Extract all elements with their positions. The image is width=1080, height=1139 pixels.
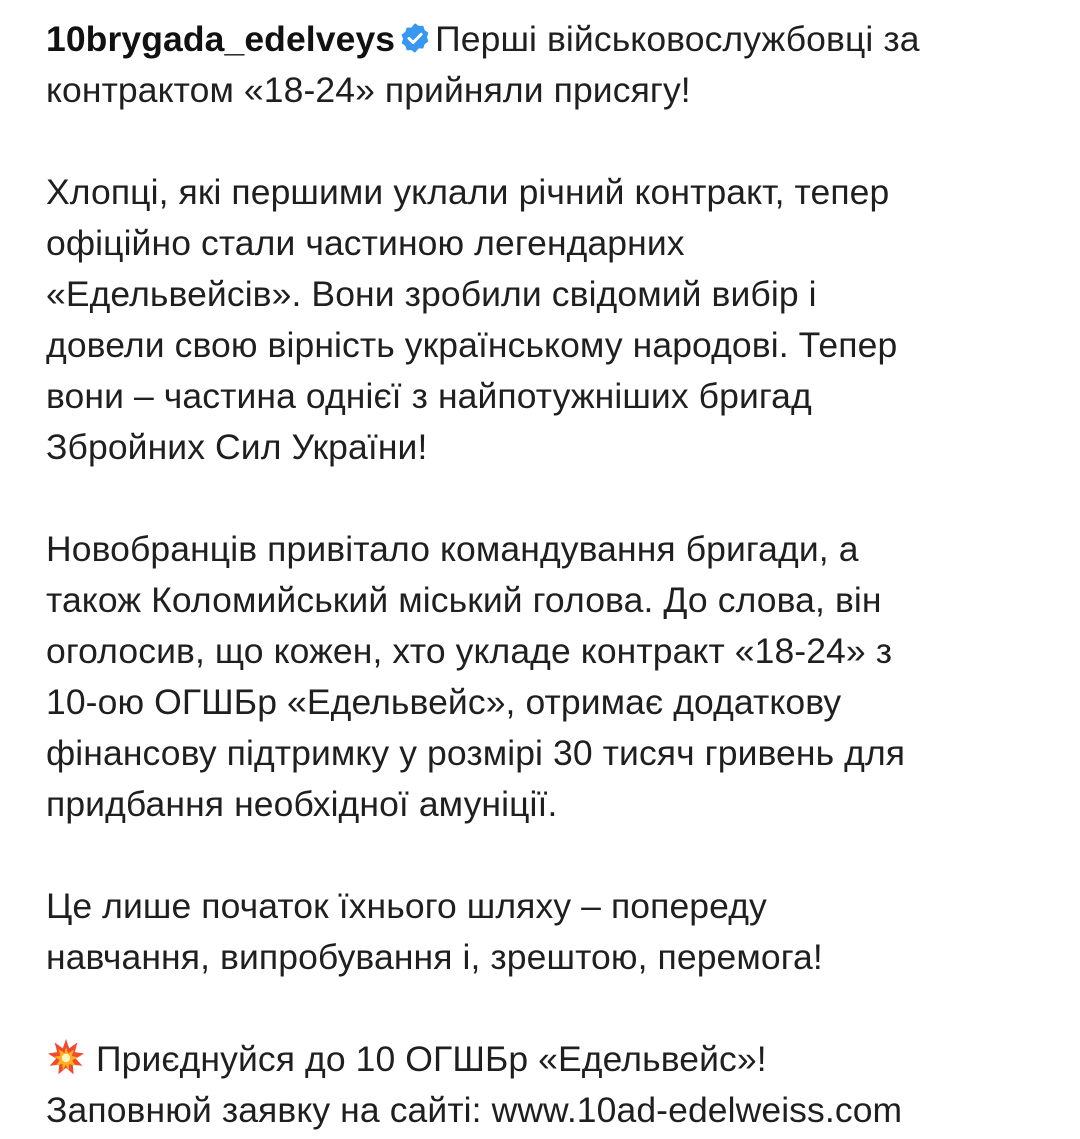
- collision-emoji-icon: [46, 1037, 86, 1077]
- caption-line: вони – частина однієї з найпотужніших бригад: [46, 376, 812, 416]
- caption-line: придбання необхідної амуніції.: [46, 784, 558, 824]
- caption-line: «Едельвейсів». Вони зробили свідомий вибір і: [46, 274, 817, 314]
- verified-badge-icon: [399, 22, 431, 54]
- signup-link-line[interactable]: Заповнюй заявку на сайті: www.10ad-edelweiss.com: [46, 1090, 903, 1130]
- caption-line: також Коломийський міський голова. До слова, він: [46, 580, 882, 620]
- caption-paragraph-2: [46, 167, 1046, 473]
- caption-line: Новобранців привітало командування бригади, а: [46, 529, 859, 569]
- caption-line: довели свою вірність українському народові. Тепер: [46, 325, 898, 365]
- caption-line: Хлопці, які першими уклали річний контракт, тепер: [46, 172, 890, 212]
- caption-line: контрактом «18-24» прийняли присягу!: [46, 70, 691, 110]
- caption-paragraph-3: [46, 524, 1046, 830]
- caption-text: Перші військовослужбовці за: [435, 19, 920, 59]
- caption-line: офіційно стали частиною легендарних: [46, 223, 685, 263]
- caption-line: Це лише початок їхнього шляху – попереду: [46, 886, 767, 926]
- caption-paragraph-5: [46, 1034, 1046, 1136]
- caption-paragraph-1: [46, 14, 1046, 116]
- caption-paragraph-4: [46, 881, 1046, 983]
- caption-text: Приєднуйся до 10 ОГШБр «Едельвейс»!: [96, 1039, 767, 1079]
- caption-line: фінансову підтримку у розмірі 30 тисяч гривень для: [46, 733, 906, 773]
- caption-line: [46, 1034, 1046, 1085]
- caption-line: Збройних Сил України!: [46, 427, 428, 467]
- caption-line: [46, 14, 1046, 65]
- caption-line: навчання, випробування і, зрештою, перемога!: [46, 937, 823, 977]
- caption-line: оголосив, що кожен, хто укладе контракт «18-24» з: [46, 631, 893, 671]
- post-caption: [46, 14, 1046, 1136]
- username-link[interactable]: 10brygada_edelveys: [46, 19, 396, 59]
- caption-line: 10-ою ОГШБр «Едельвейс», отримає додаткову: [46, 682, 842, 722]
